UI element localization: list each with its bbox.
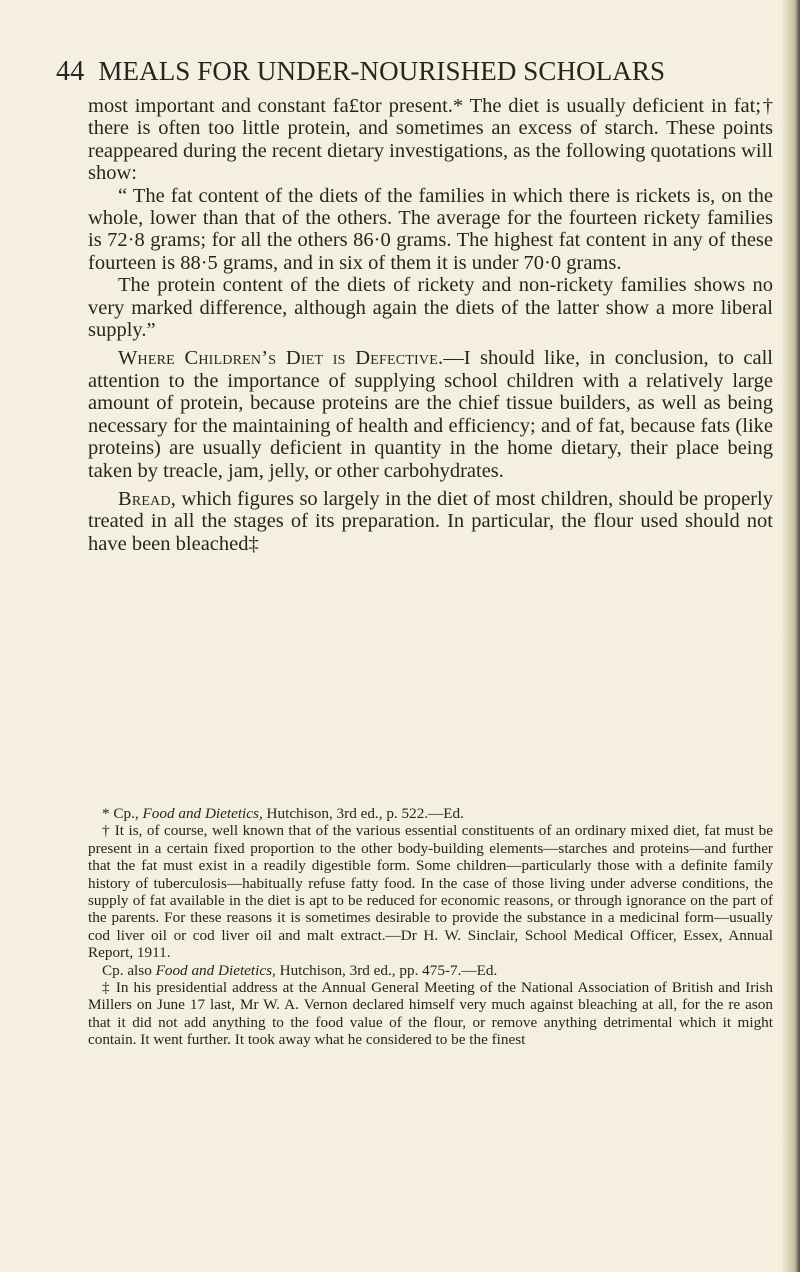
footnote-2-cp-prefix: Cp. also [102,961,156,979]
footnote-2-cp-title: Food and Dietetics [155,961,273,979]
footnote-2-cp-rest: , Hutchison, 3rd ed., pp. 475-7.—Ed. [272,961,498,979]
quote-paragraph-protein: The protein content of the diets of rickety and non-rickety families shows no very marked difference, although again the diets of the latter show a more liberal supply.” [88,274,773,342]
quote-paragraph-fat: “ The fat content of the diets of the families in which there is rickets is, on the whole, lower than that of the others. The average for the fourteen rickety families is 72·8 grams; for all the others 86·0 grams. The highest fat content in any of these fourteen is 88·5 grams, and in six of them it is under 70·0 grams. [88,184,773,274]
page-number: 44 [56,56,85,87]
section-diet-defective [88,347,773,481]
footnote-1-title: Food and Dietetics [142,805,259,822]
footnote-2: † It is, of course, well known that of the various essential constituents of an ordinary mixed diet, fat must be present in a certain fixed proportion to the other body-building elements—starches and proteins—and further that the fat must exist in a readily digestible form. Some children—particularly those with a definite family history of tuberculosis—habitually refuse fatty food. In the case of those living under adverse conditions, the supply of fat available in the diet is apt to be reduced for economic reasons, or through ignorance on the part of the parents. For these reasons it is sometimes desirable to provide the substance in a medicinal form—usually cod liver oil or cod liver oil and malt extract.—Dr H. W. Sinclair, School Medical Officer, Essex, Annual Report, 1911. [88,822,773,962]
footnotes [88,805,773,1049]
page-edge-shadow [782,0,800,1272]
section-heading-diet-defective: Where Children’s Diet is Defective. [118,347,444,370]
paragraph-intro: most important and constant fa£tor present.* The diet is usually deficient in fat;† there is often too little protein, and sometimes an excess of starch. These points reappeared during the recent dietary investigations, as the following quotations will show: [88,95,773,185]
running-title: MEALS FOR UNDER-NOURISHED SCHOLARS [98,56,666,86]
section-text-bread: which figures so largely in the diet of most children, should be properly treated in all the stages of its preparation. In particular, the flour used should not have been bleached‡ [88,487,773,555]
footnote-3: ‡ In his presidential address at the Annual General Meeting of the National Association of British and Irish Millers on June 17 last, Mr W. A. Vernon declared himself very much against bleaching at all, for the re ason that it did not add anything to the food value of the flour, or remove anything detrimental which it might contain. It went further. It took away what he considered to be the finest [88,979,773,1049]
section-heading-bread: Bread, [118,487,177,510]
page-header [56,56,756,88]
main-text [88,95,773,555]
section-text-diet-defective: —I should like, in conclusion, to call attention to the importance of supplying school children with a relatively large amount of protein, because proteins are the chief tissue builders, as well as being necessary for the maintaining of health and efficiency; and of fat, because fats (like proteins) are usually deficient in quantity in the home dietary, their place being taken by treacle, jam, jelly, or other carbohydrates. [88,347,773,482]
footnote-1-mark: * Cp., [102,805,143,822]
footnote-2-cp [88,962,773,979]
footnote-1 [88,805,773,822]
section-bread [88,488,773,555]
footnote-1-rest: , Hutchison, 3rd ed., p. 522.—Ed. [258,805,464,822]
